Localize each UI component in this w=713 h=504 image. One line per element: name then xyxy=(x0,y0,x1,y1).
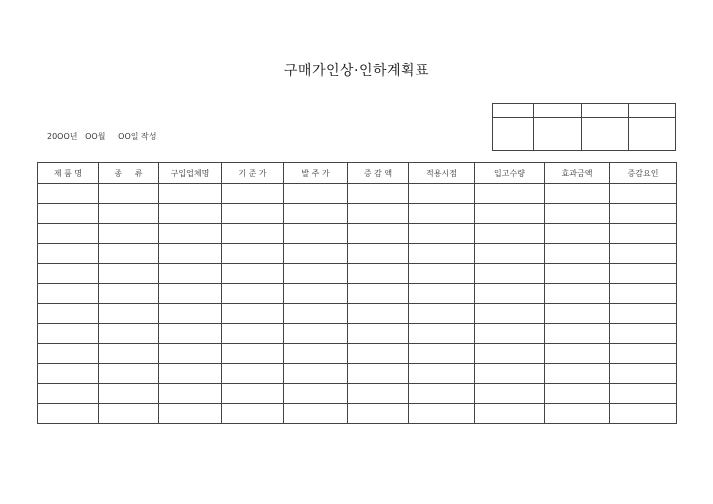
table-row xyxy=(38,344,677,364)
approval-sign-cell xyxy=(629,118,676,151)
table-cell[interactable] xyxy=(475,304,545,324)
table-cell[interactable] xyxy=(545,364,610,384)
approval-sign-cell xyxy=(493,118,534,151)
table-cell[interactable] xyxy=(475,224,545,244)
table-cell[interactable] xyxy=(409,184,475,204)
table-cell[interactable] xyxy=(545,204,610,224)
table-cell[interactable] xyxy=(610,224,677,244)
table-cell[interactable] xyxy=(38,184,99,204)
table-cell[interactable] xyxy=(348,304,409,324)
header-supplier-name: 구입업체명 xyxy=(159,163,222,184)
table-cell[interactable] xyxy=(38,324,99,344)
table-cell[interactable] xyxy=(38,364,99,384)
table-header-row xyxy=(38,163,677,184)
header-effective-date: 적용시점 xyxy=(409,163,475,184)
table-cell[interactable] xyxy=(38,384,99,404)
table-cell[interactable] xyxy=(475,344,545,364)
table-cell[interactable] xyxy=(348,384,409,404)
table-cell[interactable] xyxy=(610,304,677,324)
table-cell[interactable] xyxy=(610,184,677,204)
table-cell[interactable] xyxy=(99,284,159,304)
table-cell[interactable] xyxy=(222,184,284,204)
table-cell[interactable] xyxy=(409,244,475,264)
table-cell[interactable] xyxy=(545,324,610,344)
table-row xyxy=(38,304,677,324)
table-row xyxy=(38,224,677,244)
table-cell[interactable] xyxy=(545,404,610,424)
table-cell[interactable] xyxy=(610,344,677,364)
table-cell[interactable] xyxy=(348,404,409,424)
table-cell[interactable] xyxy=(348,204,409,224)
table-cell[interactable] xyxy=(409,344,475,364)
table-cell[interactable] xyxy=(475,364,545,384)
table-cell[interactable] xyxy=(409,324,475,344)
table-cell[interactable] xyxy=(159,284,222,304)
table-cell[interactable] xyxy=(222,344,284,364)
table-cell[interactable] xyxy=(348,284,409,304)
table-cell[interactable] xyxy=(99,204,159,224)
table-cell[interactable] xyxy=(545,264,610,284)
table-cell[interactable] xyxy=(409,224,475,244)
table-cell[interactable] xyxy=(348,364,409,384)
table-cell[interactable] xyxy=(348,224,409,244)
table-row xyxy=(38,264,677,284)
table-cell[interactable] xyxy=(284,384,348,404)
table-cell[interactable] xyxy=(38,244,99,264)
table-cell[interactable] xyxy=(222,384,284,404)
table-cell[interactable] xyxy=(475,264,545,284)
table-cell[interactable] xyxy=(38,304,99,324)
approval-header-cell xyxy=(493,104,534,118)
table-cell[interactable] xyxy=(38,284,99,304)
approval-sign-cell xyxy=(534,118,582,151)
table-cell[interactable] xyxy=(348,324,409,344)
table-cell[interactable] xyxy=(545,344,610,364)
table-cell[interactable] xyxy=(159,224,222,244)
table-cell[interactable] xyxy=(545,284,610,304)
table-row xyxy=(38,244,677,264)
table-cell[interactable] xyxy=(159,384,222,404)
table-cell[interactable] xyxy=(348,184,409,204)
approval-box xyxy=(492,103,676,151)
table-cell[interactable] xyxy=(284,304,348,324)
table-cell[interactable] xyxy=(99,364,159,384)
table-cell[interactable] xyxy=(222,204,284,224)
table-cell[interactable] xyxy=(475,204,545,224)
table-row xyxy=(38,324,677,344)
table-cell[interactable] xyxy=(284,244,348,264)
table-cell[interactable] xyxy=(610,204,677,224)
header-base-price: 기 준 가 xyxy=(222,163,284,184)
date-written-line: 20OO년 OO월 OO일 작성 xyxy=(47,132,157,141)
table-cell[interactable] xyxy=(99,184,159,204)
table-row xyxy=(38,404,677,424)
table-cell[interactable] xyxy=(222,284,284,304)
table-cell[interactable] xyxy=(610,364,677,384)
table-cell[interactable] xyxy=(284,184,348,204)
table-cell[interactable] xyxy=(409,284,475,304)
table-cell[interactable] xyxy=(284,324,348,344)
table-cell[interactable] xyxy=(159,244,222,264)
table-cell[interactable] xyxy=(545,384,610,404)
table-cell[interactable] xyxy=(409,204,475,224)
table-cell[interactable] xyxy=(284,204,348,224)
approval-header-cell xyxy=(582,104,629,118)
table-cell[interactable] xyxy=(545,224,610,244)
table-row xyxy=(38,384,677,404)
table-cell[interactable] xyxy=(222,364,284,384)
table-cell[interactable] xyxy=(222,244,284,264)
table-cell[interactable] xyxy=(99,264,159,284)
table-cell[interactable] xyxy=(284,264,348,284)
header-received-quantity: 입고수량 xyxy=(475,163,545,184)
table-cell[interactable] xyxy=(38,224,99,244)
table-cell[interactable] xyxy=(545,244,610,264)
table-cell[interactable] xyxy=(610,264,677,284)
header-order-price: 발 주 가 xyxy=(284,163,348,184)
table-cell[interactable] xyxy=(159,204,222,224)
document-title: 구매가인상·인하계획표 xyxy=(283,63,430,79)
table-cell[interactable] xyxy=(610,284,677,304)
table-cell[interactable] xyxy=(159,324,222,344)
table-cell[interactable] xyxy=(610,404,677,424)
approval-header-cell xyxy=(534,104,582,118)
table-cell[interactable] xyxy=(38,264,99,284)
table-cell[interactable] xyxy=(348,264,409,284)
table-cell[interactable] xyxy=(348,344,409,364)
table-cell[interactable] xyxy=(475,244,545,264)
table-cell[interactable] xyxy=(545,304,610,324)
table-cell[interactable] xyxy=(284,344,348,364)
table-cell[interactable] xyxy=(99,404,159,424)
header-change-amount: 증 감 액 xyxy=(348,163,409,184)
approval-sign-cell xyxy=(582,118,629,151)
table-cell[interactable] xyxy=(159,404,222,424)
table-cell[interactable] xyxy=(99,244,159,264)
table-row xyxy=(38,284,677,304)
table-row xyxy=(38,364,677,384)
table-cell[interactable] xyxy=(610,384,677,404)
table-cell[interactable] xyxy=(99,304,159,324)
table-cell[interactable] xyxy=(284,364,348,384)
table-cell[interactable] xyxy=(222,264,284,284)
table-cell[interactable] xyxy=(99,224,159,244)
table-cell[interactable] xyxy=(475,184,545,204)
table-cell[interactable] xyxy=(222,304,284,324)
table-cell[interactable] xyxy=(610,324,677,344)
table-cell[interactable] xyxy=(159,184,222,204)
table-cell[interactable] xyxy=(409,264,475,284)
table-cell[interactable] xyxy=(222,224,284,244)
table-cell[interactable] xyxy=(475,384,545,404)
table-cell[interactable] xyxy=(38,404,99,424)
header-change-reason: 증감요인 xyxy=(610,163,677,184)
table-cell[interactable] xyxy=(159,344,222,364)
table-cell[interactable] xyxy=(409,364,475,384)
approval-header-cell xyxy=(629,104,676,118)
table-cell[interactable] xyxy=(545,184,610,204)
header-product-name: 제 품 명 xyxy=(38,163,99,184)
table-cell[interactable] xyxy=(610,244,677,264)
table-row xyxy=(38,204,677,224)
table-cell[interactable] xyxy=(475,404,545,424)
table-cell[interactable] xyxy=(99,384,159,404)
table-row xyxy=(38,184,677,204)
table-cell[interactable] xyxy=(284,224,348,244)
header-effect-amount: 효과금액 xyxy=(545,163,610,184)
table-cell[interactable] xyxy=(222,324,284,344)
table-cell[interactable] xyxy=(284,404,348,424)
table-cell[interactable] xyxy=(222,404,284,424)
table-cell[interactable] xyxy=(409,304,475,324)
table-cell[interactable] xyxy=(475,324,545,344)
table-cell[interactable] xyxy=(409,384,475,404)
price-plan-table xyxy=(37,162,677,424)
table-cell[interactable] xyxy=(159,304,222,324)
table-cell[interactable] xyxy=(475,284,545,304)
table-cell[interactable] xyxy=(159,264,222,284)
table-cell[interactable] xyxy=(99,344,159,364)
header-type: 종 류 xyxy=(99,163,159,184)
table-cell[interactable] xyxy=(284,284,348,304)
table-cell[interactable] xyxy=(159,364,222,384)
table-cell[interactable] xyxy=(348,244,409,264)
table-cell[interactable] xyxy=(409,404,475,424)
table-cell[interactable] xyxy=(38,344,99,364)
table-cell[interactable] xyxy=(99,324,159,344)
table-cell[interactable] xyxy=(38,204,99,224)
